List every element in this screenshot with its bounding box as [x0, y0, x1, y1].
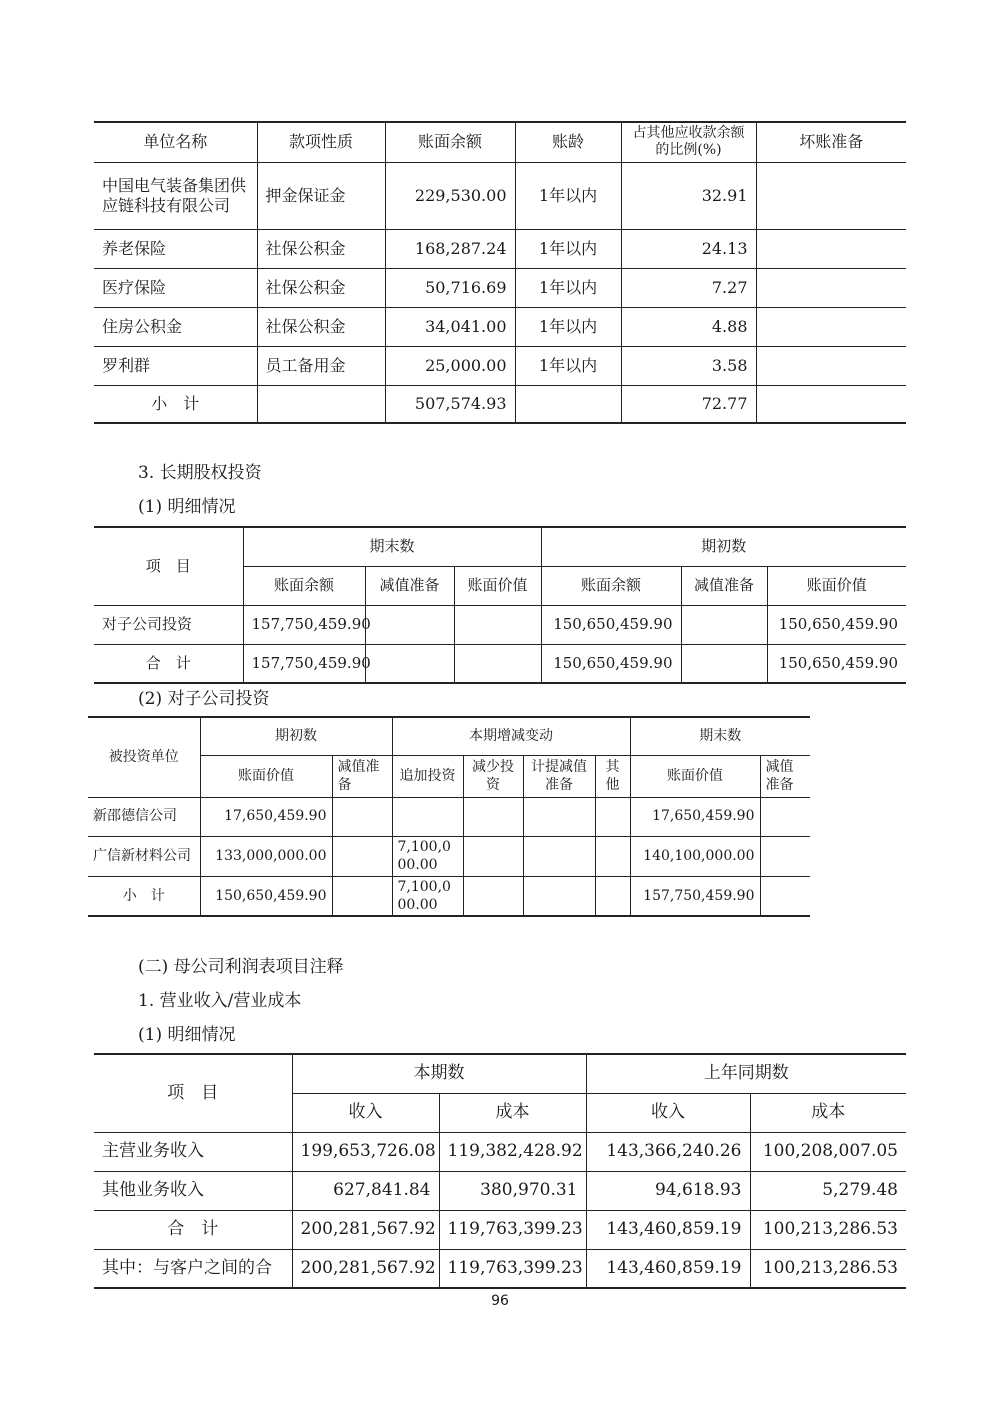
subtotal-ratio: 72.77	[621, 385, 756, 423]
cell	[760, 797, 810, 836]
table-row	[94, 1249, 906, 1288]
row-label: 小 计	[88, 876, 200, 916]
cell-nature: 社保公积金	[257, 229, 385, 268]
cell-bad-debt	[756, 162, 906, 229]
cell: 94,618.93	[586, 1171, 750, 1210]
table-row	[94, 268, 906, 307]
cell-age: 1年以内	[515, 229, 621, 268]
subheader: 减值准备	[681, 566, 767, 605]
subheader: 账面余额	[541, 566, 681, 605]
cell: 157,750,459.90	[243, 605, 365, 644]
cell	[463, 797, 523, 836]
cell: 133,000,000.00	[200, 836, 332, 876]
cell: 100,208,007.05	[750, 1132, 906, 1171]
header-bad-debt: 坏账准备	[756, 122, 906, 162]
cell	[595, 797, 630, 836]
cell	[365, 644, 454, 683]
cell: 119,763,399.23	[439, 1249, 586, 1288]
row-label: 其中：与客户之间的合	[94, 1249, 292, 1288]
cell-name: 中国电气装备集团供应链科技有限公司	[94, 162, 257, 229]
cell	[681, 605, 767, 644]
cell	[523, 797, 595, 836]
cell: 150,650,459.90	[200, 876, 332, 916]
cell: 380,970.31	[439, 1171, 586, 1210]
cell: 5,279.48	[750, 1171, 906, 1210]
cell: 7,100,000.00	[392, 876, 463, 916]
subsection-heading-detail: (1) 明细情况	[138, 497, 236, 517]
header-age: 账龄	[515, 122, 621, 162]
table-row	[94, 162, 906, 229]
cell: 119,763,399.23	[439, 1210, 586, 1249]
header-begin-period: 期初数	[200, 717, 392, 755]
cell	[760, 876, 810, 916]
section-heading-parent-income: (二) 母公司利润表项目注释	[138, 957, 344, 977]
subheader: 减少投资	[463, 755, 523, 797]
cell-name: 罗利群	[94, 346, 257, 385]
cell: 200,281,567.92	[292, 1210, 439, 1249]
table-row	[94, 346, 906, 385]
header-change: 本期增减变动	[392, 717, 630, 755]
row-label: 对子公司投资	[94, 605, 243, 644]
cell	[332, 836, 392, 876]
subheader: 其他	[595, 755, 630, 797]
subtotal-label: 小 计	[94, 385, 257, 423]
cell-age: 1年以内	[515, 307, 621, 346]
cell: 143,366,240.26	[586, 1132, 750, 1171]
table-row	[88, 797, 810, 836]
cell	[463, 876, 523, 916]
cell: 100,213,286.53	[750, 1210, 906, 1249]
header-ratio: 占其他应收款余额的比例(%)	[621, 122, 756, 162]
cell: 157,750,459.90	[630, 876, 760, 916]
cell: 200,281,567.92	[292, 1249, 439, 1288]
subheader-cost: 成本	[439, 1093, 586, 1132]
total-row	[94, 644, 906, 683]
cell: 119,382,428.92	[439, 1132, 586, 1171]
cell-age: 1年以内	[515, 346, 621, 385]
subsection-heading-detail: (1) 明细情况	[138, 1025, 236, 1045]
cell-balance: 229,530.00	[385, 162, 515, 229]
subheader: 账面价值	[454, 566, 541, 605]
subheader-cost: 成本	[750, 1093, 906, 1132]
cell	[681, 644, 767, 683]
header-prior-period: 上年同期数	[586, 1054, 906, 1093]
cell	[454, 644, 541, 683]
cell-ratio: 7.27	[621, 268, 756, 307]
subheader: 减值准备	[365, 566, 454, 605]
header-unit-name: 单位名称	[94, 122, 257, 162]
table-row	[94, 307, 906, 346]
cell-bad-debt	[756, 229, 906, 268]
header-item: 项 目	[94, 527, 243, 605]
header-nature: 款项性质	[257, 122, 385, 162]
subheader-revenue: 收入	[292, 1093, 439, 1132]
equity-investment-table	[94, 526, 906, 684]
row-label: 新邵德信公司	[88, 797, 200, 836]
subheader: 减值准备	[760, 755, 810, 797]
cell-ratio: 32.91	[621, 162, 756, 229]
subheader-revenue: 收入	[586, 1093, 750, 1132]
cell-ratio: 24.13	[621, 229, 756, 268]
cell-ratio: 4.88	[621, 307, 756, 346]
page-number: 96	[491, 1293, 509, 1309]
total-row	[94, 1210, 906, 1249]
table-row	[94, 229, 906, 268]
subheader: 计提减值准备	[523, 755, 595, 797]
cell: 7,100,000.00	[392, 836, 463, 876]
cell	[463, 836, 523, 876]
subheader: 账面价值	[630, 755, 760, 797]
cell-age: 1年以内	[515, 162, 621, 229]
table-row	[94, 605, 906, 644]
cell	[332, 797, 392, 836]
cell-balance: 25,000.00	[385, 346, 515, 385]
cell-balance: 168,287.24	[385, 229, 515, 268]
cell: 150,650,459.90	[767, 644, 906, 683]
cell-bad-debt	[756, 346, 906, 385]
cell	[595, 836, 630, 876]
row-label: 合 计	[94, 644, 243, 683]
cell-nature: 社保公积金	[257, 268, 385, 307]
cell-balance: 50,716.69	[385, 268, 515, 307]
cell: 140,100,000.00	[630, 836, 760, 876]
cell: 100,213,286.53	[750, 1249, 906, 1288]
subtotal-row	[94, 385, 906, 423]
subheader: 追加投资	[392, 755, 463, 797]
cell	[523, 876, 595, 916]
cell	[595, 876, 630, 916]
cell-nature: 社保公积金	[257, 307, 385, 346]
cell: 150,650,459.90	[541, 605, 681, 644]
subheader: 账面价值	[767, 566, 906, 605]
cell-name: 养老保险	[94, 229, 257, 268]
header-end-period: 期末数	[630, 717, 810, 755]
cell-age: 1年以内	[515, 268, 621, 307]
cell	[523, 836, 595, 876]
table-row	[94, 1171, 906, 1210]
cell-empty	[257, 385, 385, 423]
cell	[392, 797, 463, 836]
subheader: 减值准备	[332, 755, 392, 797]
header-begin-period: 期初数	[541, 527, 906, 566]
header-end-period: 期末数	[243, 527, 541, 566]
cell: 150,650,459.90	[767, 605, 906, 644]
subheader: 账面余额	[243, 566, 365, 605]
cell-nature: 押金保证金	[257, 162, 385, 229]
row-label: 合 计	[94, 1210, 292, 1249]
cell: 150,650,459.90	[541, 644, 681, 683]
cell: 627,841.84	[292, 1171, 439, 1210]
receivables-table	[94, 121, 906, 424]
cell: 157,750,459.90	[243, 644, 365, 683]
cell-empty	[515, 385, 621, 423]
cell: 17,650,459.90	[200, 797, 332, 836]
section-heading-long-term-equity: 3. 长期股权投资	[138, 463, 262, 483]
cell-bad-debt	[756, 268, 906, 307]
cell	[365, 605, 454, 644]
header-item: 项 目	[94, 1054, 292, 1132]
header-current-period: 本期数	[292, 1054, 586, 1093]
row-label: 广信新材料公司	[88, 836, 200, 876]
subsection-heading-subsidiary: (2) 对子公司投资	[138, 689, 270, 709]
cell-empty	[756, 385, 906, 423]
cell: 199,653,726.08	[292, 1132, 439, 1171]
cell-nature: 员工备用金	[257, 346, 385, 385]
cell-name: 医疗保险	[94, 268, 257, 307]
subheader: 账面价值	[200, 755, 332, 797]
cell-bad-debt	[756, 307, 906, 346]
subtotal-balance: 507,574.93	[385, 385, 515, 423]
table-row	[94, 1132, 906, 1171]
subsidiary-investment-table	[88, 716, 810, 917]
cell	[332, 876, 392, 916]
cell: 143,460,859.19	[586, 1249, 750, 1288]
cell-name: 住房公积金	[94, 307, 257, 346]
subtotal-row	[88, 876, 810, 916]
header-balance: 账面余额	[385, 122, 515, 162]
cell-ratio: 3.58	[621, 346, 756, 385]
cell-balance: 34,041.00	[385, 307, 515, 346]
subsection-heading-revenue-cost: 1. 营业收入/营业成本	[138, 991, 302, 1011]
row-label: 其他业务收入	[94, 1171, 292, 1210]
cell: 143,460,859.19	[586, 1210, 750, 1249]
cell: 17,650,459.90	[630, 797, 760, 836]
cell	[454, 605, 541, 644]
table-row	[88, 836, 810, 876]
row-label: 主营业务收入	[94, 1132, 292, 1171]
cell	[760, 836, 810, 876]
revenue-cost-table	[94, 1053, 906, 1289]
header-investee: 被投资单位	[88, 717, 200, 797]
